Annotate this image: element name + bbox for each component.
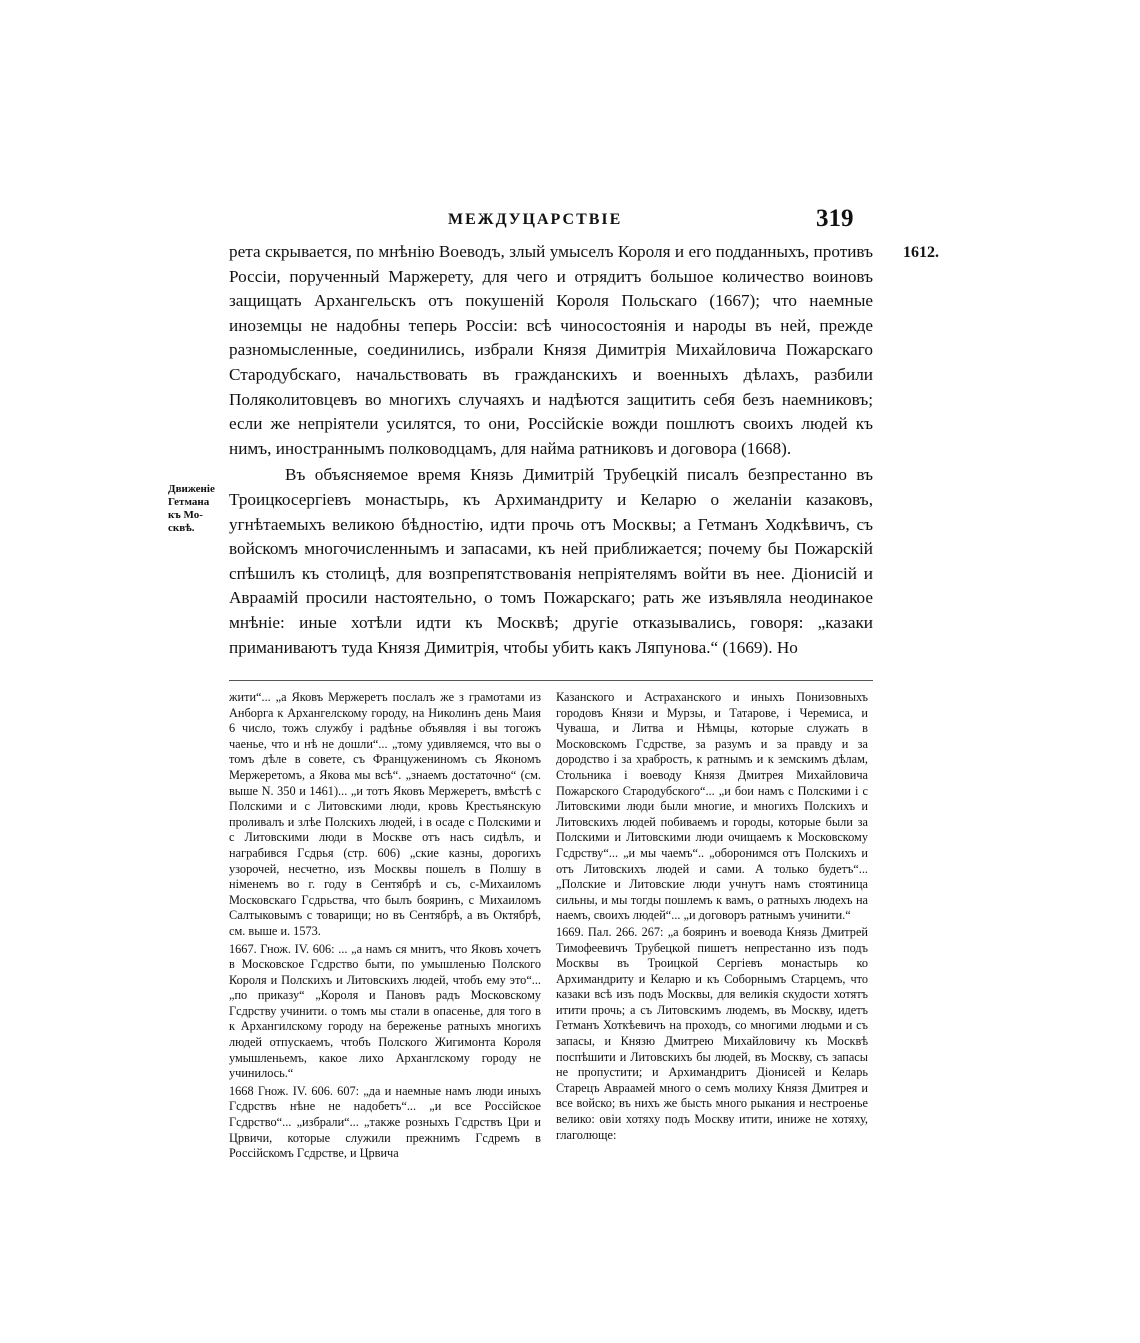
footnote-continuation-right: Казанского и Астраханского и иныхъ Понизовныхъ городовъ Князи и Мурзы, и Татарове, і Черемиса, и Чуваша, и Литва и Нѣмцы, которые служать в Московскомъ Гсдрстве, за разумъ и за правду и за дородство і за храбрость, к ратнымъ и к земскимъ дѣлам, Стольника і воеводу Князя Дмитрея Михайловича Пожарского Стародубского“... „и бои намъ с Полскими і с Литовскими люди были многие, и многихъ Полскихъ и Литовскихъ людей побиваемъ и городы, которые были за Полскими и Литовскими люди очищаемъ к Московскому Гсдрству“... „и мы чаемъ“.. „оборонимся отъ Полскихъ и отъ Литовскихъ людей и сами. А только будетъ“... „Полские и Литовские люди учнутъ намъ стоятиница сильны, и мы тогды пошлемъ к вамъ, о ратныхъ людехъ на наемъ, своихъ людей“... „и договоръ ратнымъ учинити.“ <box>556 690 868 923</box>
running-head: МЕЖДУЦАРСТВІЕ <box>448 211 623 228</box>
footnote-divider <box>229 680 873 681</box>
margin-note: Движеніе Гетмана къ Мо-сквѣ. <box>168 483 215 534</box>
footnote-1669: 1669. Пал. 266. 267: „а бояринъ и воевода Князь Дмитрей Тимофеевичъ Трубецкой пишетъ непрестанно изъ подъ Москвы въ Троицкой Сергіевъ монастырь ко Архимандриту и Келарю и къ Соборнымъ Старцемъ, что казаки всѣ изъ подъ Москвы, для великія скудости хотятъ итити прочь; а съ Литовскимъ людемъ, въ Москву, идетъ Гетманъ Хоткѣевичъ на проходъ, со многими людьми и съ запасы, и Князю Дмитрею Михайловичу къ Москвѣ поспѣшити и Литовскихъ бы людей, въ Москву, съ запасы не пропустити; и Архимандритъ Діонисей и Келарь Старецъ Авраамей много о семъ молиху Князя Дмитрея и все войско; въ нихъ же бысть много рыкания и нестроенье велико: овіи хотяху подъ Москву итити, иниже не хотяху, глаголюще: <box>556 924 868 1142</box>
footnote-1667: 1667. Гнож. IV. 606: ... „а намъ ся мнитъ, что Яковъ хочетъ в Московское Гсдрство быти, по умышленью Полского Короля и Полскихъ и Литовскихъ людей, чтобъ ему это“... „по приказу“ „Короля и Пановъ радъ Московскому Гсдрству учинити. о томъ мы стали в опасенье, для того в к Архангилскому городу на береженье ратныхъ многихъ людей отпускаемъ, чтобъ Полского Жигимонта Короля умышленьемъ, какое лихо Арханглскому городу не учинилось.“ <box>229 941 541 1081</box>
margin-year: 1612. <box>903 244 939 261</box>
footnote-1668: 1668 Гнож. IV. 606. 607: „да и наемные намъ люди иныхъ Гсдрствъ нѣне не надобетъ“... „и все Россійское Гсдрство“... „избрали“... „также розныхъ Гсдрствъ Цри и Црвичи, которые служили прежнимъ Гсдремъ в Россійскомъ Гсдрстве, и Црвича <box>229 1083 541 1161</box>
footnote-continuation-left: жити“... „а Яковъ Мержеретъ послалъ же з грамотами из Анборга к Архангелскому городу, на Николинъ день Маия 6 число, тожъ службу і радѣнье объявляя і вы тогожъ чаенье, что и нѣ не дошли“... „тому удивляемся, что вы о томъ дѣле в совете, съ Францужениномъ съ Якономъ Мержеретомъ, а Якова мы всѣ“. „знаемъ достаточно“ (см. выше N. 350 и 1461)... „и тотъ Яковъ Мержеретъ, вмѣстѣ с Полскими и с Литовскими люди, кровь Крестьянскую проливалъ и злѣе Полскихъ людей, і в осаде с Полскими и с Литовскими люди в Москве отъ насъ сидѣлъ, и награбився Гсдрья (стр. 606) „ские казны, дорогихъ узорочей, несчетно, изъ Москвы пошелъ в Полшу в німенемъ во г. году в Сентябрѣ и съ, с-Михаиломъ Московскаго Гсдрьства, что былъ бояринъ, с Михаиломъ Салтыковымъ с товарищи; но въ Сентябрѣ, а въ Октябрѣ, см. выше и. 1573. <box>229 690 541 938</box>
main-text <box>229 240 873 660</box>
footnotes-left-column <box>229 690 541 1162</box>
main-paragraph-1: рета скрывается, по мнѣнію Воеводъ, злый умыселъ Короля и его подданныхъ, противъ Россіи, порученный Маржерету, для чего и отрядитъ большое количество воиновъ защищать Архангельскъ отъ покушеній Короля Польскаго (1667); что наемные иноземцы не надобны теперь Россіи: всѣ чиносостоянія и народы въ ней, прежде разномысленные, соединились, избрали Князя Димитрія Михайловича Пожарскаго Стародубскаго, начальствовать въ гражданскихъ и военныхъ дѣлахъ, разбили Поляколитовцевъ во многихъ случаяхъ и надѣются защитить себя безъ наемниковъ; если же непріятели усилятся, то они, Россійскіе вожди пошлютъ своихъ людей къ нимъ, иностраннымъ полководцамъ, для найма ратниковъ и договора (1668). <box>229 242 873 458</box>
main-paragraph-2: Въ объясняемое время Князь Димитрій Трубецкій писалъ безпрестанно въ Троицкосергіевъ монастырь, къ Архимандриту и Келарю о желаніи казаковъ, угнѣтаемыхъ великою бѣдностію, идти прочь отъ Москвы; а Гетманъ Ходкѣвичъ, съ войскомъ многочисленнымъ и запасами, къ ней приближается; почему бы Пожарскій спѣшилъ къ столицѣ, для возпрепятствованія непріятелямъ войти въ нее. Діонисій и Авраамій просили настоятельно, о томъ Пожарскаго; рать же изъявляла неодинакое мнѣніе: иные хотѣли идти къ Москвѣ; другіе отказывались, говоря: „казаки приманиваютъ туда Князя Димитрія, чтобы убить какъ Ляпунова.“ (1669). Но <box>229 465 873 657</box>
footnotes-right-column <box>556 690 868 1143</box>
page-number: 319 <box>816 205 854 232</box>
